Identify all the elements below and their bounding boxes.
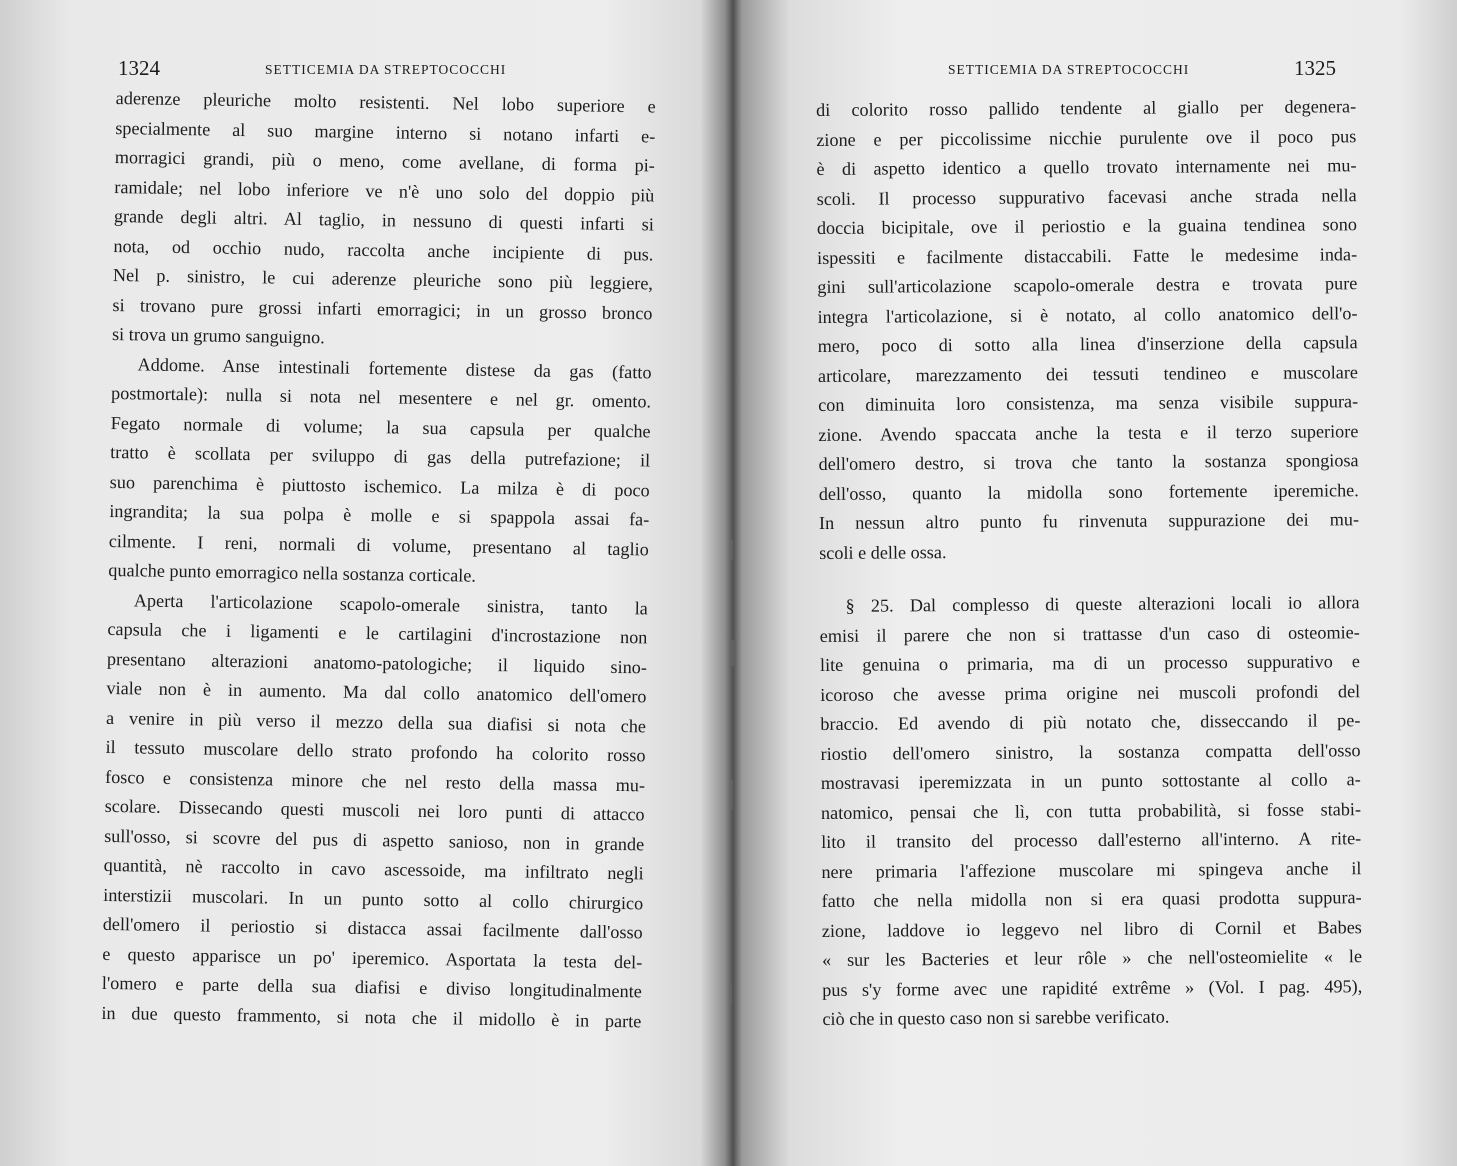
text-line: presentano alterazioni anatomo-patologiche; il liquido sino- bbox=[106, 648, 648, 677]
text-line: è di aspetto identico a quello trovato internamente nei mu- bbox=[816, 155, 1357, 179]
text-line: suo parenchima è piuttosto ischemico. La milza è di poco bbox=[109, 471, 650, 500]
text-line: lito il transito del processo dall'esterno all'interno. A rite- bbox=[821, 828, 1362, 852]
text-line: Addome. Anse intestinali fortemente distese da gas (fatto bbox=[137, 353, 652, 382]
text-line: il tessuto muscolare dello strato profondo ha colorito rosso bbox=[105, 736, 646, 766]
page-number: 1324 bbox=[118, 56, 160, 80]
text-line: natomico, pensai che lì, con tutta probabilità, si fosse stabi- bbox=[820, 798, 1362, 823]
text-line: ingrandita; la sua polpa è molle e si spappola assai fa- bbox=[109, 500, 650, 530]
body-text bbox=[101, 84, 656, 1036]
text-line: « sur les Bacteries et leur rôle » che nell'osteomielite « le bbox=[821, 946, 1363, 970]
right-page bbox=[736, 0, 1457, 1166]
text-line: sull'osso, si scovre del pus di aspetto sanioso, non in grande bbox=[104, 825, 645, 854]
text-line: scolare. Dissecando questi muscoli nei loro punti di attacco bbox=[104, 795, 645, 825]
text-line: Nel p. sinistro, le cui aderenze pleuriche sono più leggiere, bbox=[112, 264, 654, 294]
spine-shadow-mark bbox=[731, 640, 734, 666]
text-line: mero, poco di sotto alla linea d'inserzione della capsula bbox=[817, 332, 1358, 356]
page-number: 1325 bbox=[1294, 56, 1336, 80]
text-line: pus s'y forme avec une rapidité extrême » (Vol. I pag. 495), bbox=[822, 975, 1363, 1000]
text-line: ispessiti e facilmente distaccabili. Fatte le medesime inda- bbox=[817, 243, 1358, 268]
text-line: dell'omero destro, si trova che tanto la sostanza spongiosa bbox=[818, 450, 1359, 474]
running-head-title: SETTICEMIA DA STREPTOCOCCHI bbox=[265, 62, 507, 77]
spine-shadow-mark bbox=[729, 985, 732, 1003]
text-line: si trovano pure grossi infarti emorragici; in un grosso bronco bbox=[112, 294, 653, 323]
text-line: ramidale; nel lobo inferiore ve n'è uno solo del doppio più bbox=[114, 176, 655, 205]
text-line: § 25. Dal complesso di queste alterazioni locali io allora bbox=[845, 592, 1360, 616]
text-line: grande degli altri. Al taglio, in nessuno di questi infarti si bbox=[113, 205, 655, 235]
text-line: dell'osso, quanto la midolla sono fortemente iperemiche. bbox=[818, 479, 1359, 504]
text-line: cilmente. I reni, normali di volume, presentano al taglio bbox=[108, 530, 649, 559]
text-line: zione, laddove io leggevo nel libro di Cornil et Babes bbox=[821, 916, 1362, 941]
text-line: morragici grandi, più o meno, come avellane, di forma pi- bbox=[114, 146, 655, 176]
text-line: mostravasi iperemizzata in un punto sottostante al collo a- bbox=[820, 769, 1361, 793]
text-line: fosco e consistenza minore che nel resto della massa mu- bbox=[104, 766, 646, 795]
left-page bbox=[0, 0, 728, 1166]
text-line: zione. Avendo spaccata anche la testa e il terzo superiore bbox=[818, 420, 1359, 445]
text-line: dell'omero il periostio si distacca assai facilmente dall'osso bbox=[102, 913, 643, 943]
spine-shadow-mark bbox=[730, 540, 733, 560]
spine-shadow-mark bbox=[730, 780, 733, 810]
running-head-title: SETTICEMIA DA STREPTOCOCCHI bbox=[948, 62, 1190, 77]
text-line: scoli. Il processo suppurativo facevasi anche strada nella bbox=[816, 184, 1357, 209]
text-line: di colorito rosso pallido tendente al giallo per degenera- bbox=[816, 96, 1357, 120]
text-line: viale non è in aumento. Ma dal collo anatomico dell'omero bbox=[106, 677, 647, 707]
running-head bbox=[736, 56, 1457, 92]
text-line: aderenze pleuriche molto resistenti. Nel lobo superiore e bbox=[115, 87, 656, 117]
text-line: scoli e delle ossa. bbox=[819, 541, 947, 563]
text-line: Fegato normale di volume; la sua capsula per qualche bbox=[110, 412, 651, 441]
body-text bbox=[816, 92, 1363, 1034]
text-line: si trova un grumo sanguigno. bbox=[111, 323, 325, 348]
text-line: lite genuina o primaria, ma di un processo suppurativo e bbox=[819, 651, 1361, 675]
text-line: In nessun altro punto fu rinvenuta suppurazione dei mu- bbox=[818, 509, 1360, 533]
text-line: a venire in più verso il mezzo della sua diafisi si nota che bbox=[105, 707, 647, 736]
text-line: gini sull'articolazione scapolo-omerale destra e trovata pure bbox=[817, 273, 1358, 297]
text-line: e questo apparisce un po' iperemico. Asportata la testa del- bbox=[102, 943, 643, 972]
text-line: capsula che i ligamenti e le cartilagini d'incrostazione non bbox=[107, 618, 648, 648]
text-line: postmortale): nulla si nota nel mesentere e nel gr. omento. bbox=[110, 382, 652, 412]
text-line: interstizii muscolari. In un punto sotto al collo chirurgico bbox=[103, 884, 644, 913]
text-line: qualche punto emorragico nella sostanza corticale. bbox=[108, 559, 477, 586]
text-line: doccia bicipitale, ove il periostio e la guaina tendinea sono bbox=[816, 214, 1357, 238]
text-line: riostio dell'omero sinistro, la sostanza compatta dell'osso bbox=[820, 739, 1361, 764]
text-line: emisi il parere che non si trattasse d'un caso di osteomie- bbox=[819, 621, 1360, 646]
text-line: l'omero e parte della sua diafisi e diviso longitudinalmente bbox=[101, 972, 642, 1002]
text-line: zione e per piccolissime nicchie purulente ove il poco pus bbox=[816, 125, 1357, 150]
text-line: braccio. Ed avendo di più notato che, disseccando il pe- bbox=[820, 710, 1361, 734]
text-line: articolare, marezzamento dei tessuti tendineo e muscolare bbox=[817, 361, 1359, 386]
text-line: in due questo frammento, si nota che il midollo è in parte bbox=[101, 1002, 642, 1031]
text-line: specialmente al suo margine interno si notano infarti e- bbox=[115, 117, 656, 146]
text-line: Aperta l'articolazione scapolo-omerale sinistra, tanto la bbox=[133, 589, 648, 618]
text-line: con diminuita loro consistenza, ma senza visibile suppura- bbox=[818, 391, 1359, 415]
text-line: nere primaria l'affezione muscolare mi spingeva anche il bbox=[821, 857, 1362, 882]
text-line: ciò che in questo caso non si sarebbe verificato. bbox=[822, 1006, 1170, 1029]
text-line: integra l'articolazione, si è notato, al collo anatomico dell'o- bbox=[817, 302, 1358, 327]
text-line: tratto è scollata per sviluppo di gas della putrefazione; il bbox=[110, 441, 651, 471]
text-line: fatto che nella midolla non si era quasi prodotta suppura- bbox=[821, 887, 1362, 911]
text-line: icoroso che avesse prima origine nei muscoli profondi del bbox=[820, 680, 1361, 705]
text-line: nota, od occhio nudo, raccolta anche incipiente di pus. bbox=[113, 235, 654, 264]
text-line: quantità, nè raccolto in cavo ascessoide, ma infiltrato negli bbox=[103, 854, 644, 884]
